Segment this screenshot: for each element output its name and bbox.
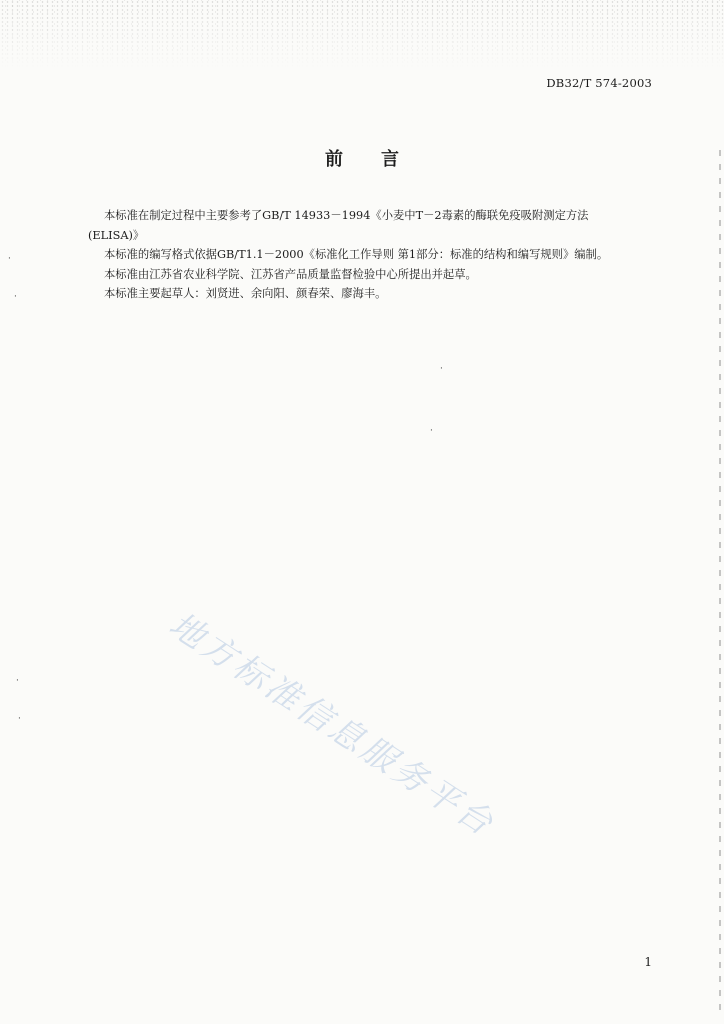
page-edge-shadow (719, 150, 721, 1010)
scan-noise (0, 0, 724, 70)
paragraph-format: 本标准的编写格式依据GB/T1.1－2000《标准化工作导则 第1部分：标准的结构和编写规则》编制。 (104, 248, 609, 261)
document-number: DB32/T 574-2003 (546, 76, 652, 90)
paragraph-drafting-units: 本标准由江苏省农业科学院、江苏省产品质量监督检验中心所提出并起草。 (104, 267, 477, 281)
paragraph-reference-continued: (ELISA)》 (88, 228, 145, 242)
page-number: 1 (644, 955, 652, 969)
scan-speck: · (18, 714, 21, 724)
page-title: 前言 (325, 149, 437, 170)
paragraph-drafters: 本标准主要起草人：刘贤进、余向阳、颜春荣、廖海丰。 (104, 287, 387, 300)
scan-speck: · (8, 254, 11, 264)
paragraph-reference: 本标准在制定过程中主要参考了GB/T 14933－1994《小麦中T－2毒素的酶联免疫吸附测定方法 (104, 209, 589, 222)
scan-speck: · (14, 292, 17, 302)
foreword-body (88, 206, 663, 304)
scan-speck: · (16, 676, 19, 686)
scan-speck: · (440, 364, 443, 374)
scan-speck: · (430, 426, 433, 436)
watermark: 地方标准信息服务平台 (161, 604, 503, 846)
